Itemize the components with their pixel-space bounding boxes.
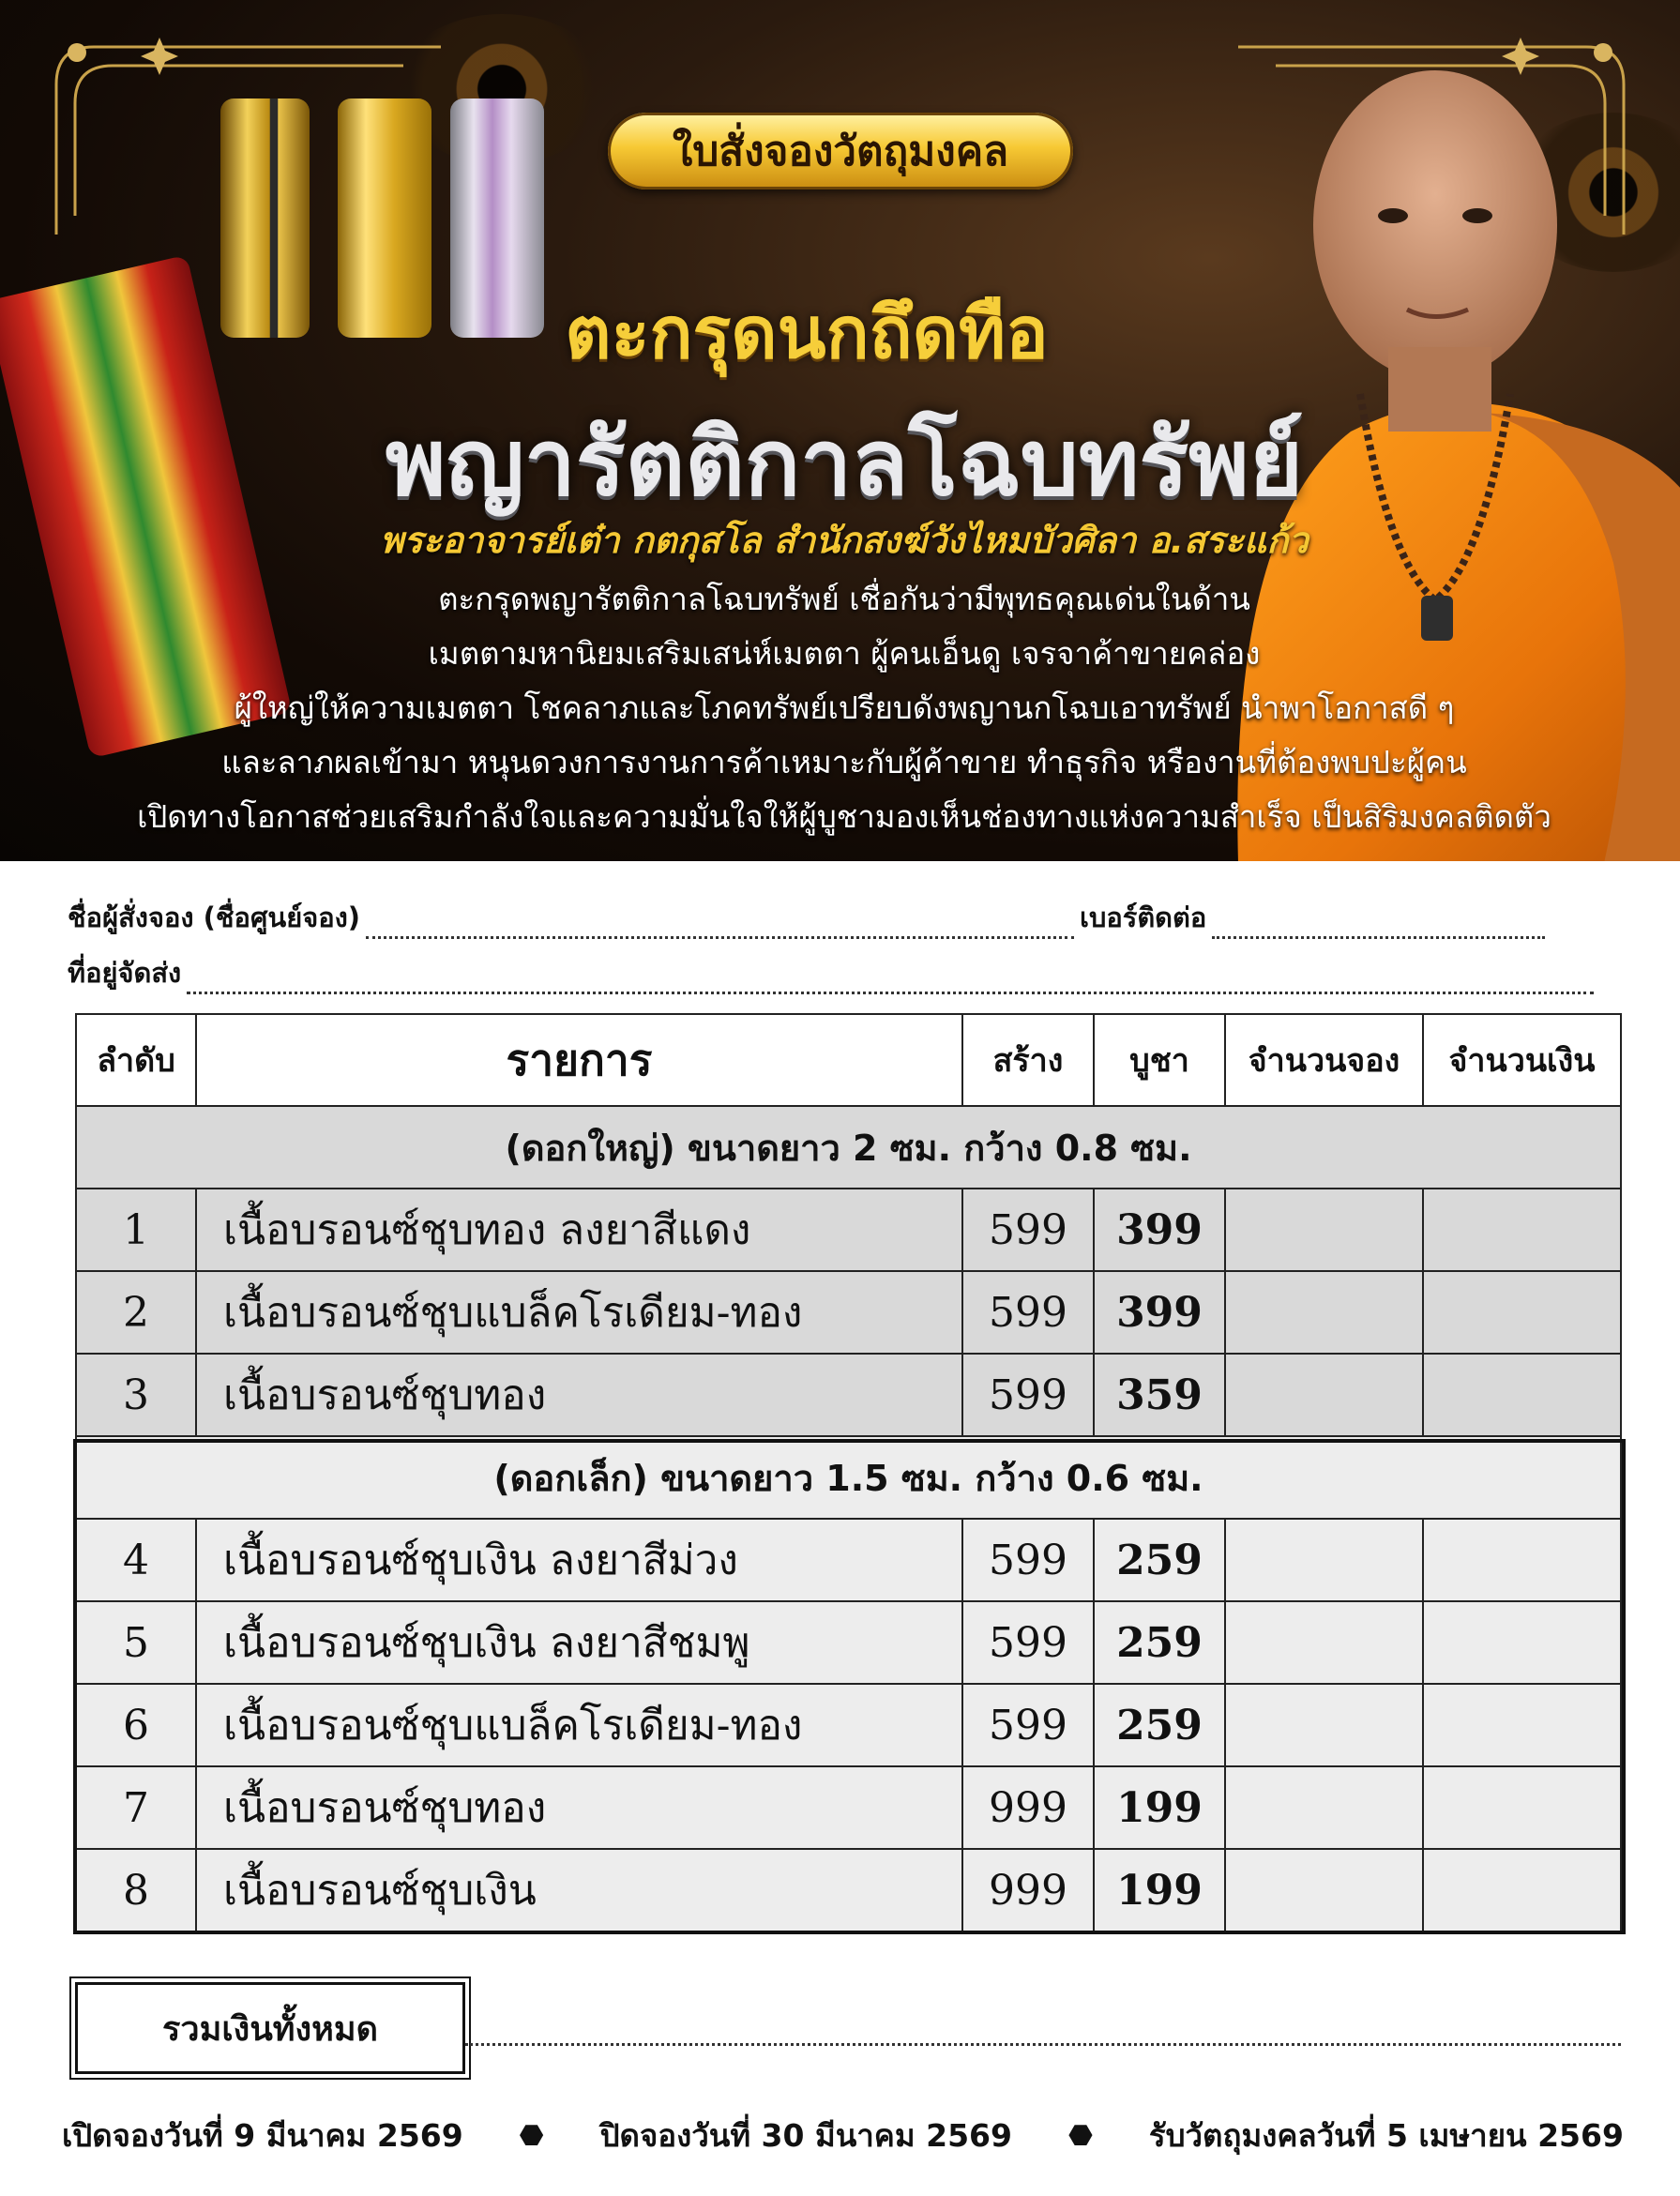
row-price: 399 [1094,1271,1225,1354]
row-no: 4 [76,1519,196,1601]
orderer-name-field[interactable] [366,914,1074,939]
row-item: เนื้อบรอนซ์ชุบแบล็คโรเดียม-ทอง [196,1271,962,1354]
row-item: เนื้อบรอนซ์ชุบแบล็คโรเดียม-ทอง [196,1684,962,1766]
table-row [76,1766,1621,1849]
row-price: 399 [1094,1189,1225,1271]
header-price: บูชา [1094,1014,1225,1106]
row-price: 359 [1094,1354,1225,1436]
orderer-label: ชื่อผู้สั่งจอง (ชื่อศูนย์จอง) [68,901,361,933]
description-line: ผู้ใหญ่ให้ความเมตตา โชคลาภและโภคทรัพย์เปรียบดังพญานกโฉบเอาทรัพย์ นำพาโอกาสดี ๆ [234,689,1455,726]
footer-dates [62,2111,1624,2160]
address-row [68,951,1599,994]
row-make: 599 [962,1684,1094,1766]
row-item: เนื้อบรอนซ์ชุบทอง ลงยาสีแดง [196,1189,962,1271]
table-row [76,1849,1621,1931]
row-qty-cell[interactable] [1225,1684,1423,1766]
row-price: 199 [1094,1849,1225,1931]
description-line: เมตตามหานิยมเสริมเสน่ห์เมตตา ผู้คนเอ็นดู เจรจาค้าขายคล่อง [428,635,1261,672]
row-qty-cell[interactable] [1225,1189,1423,1271]
row-qty-cell[interactable] [1225,1271,1423,1354]
row-amount-cell[interactable] [1423,1519,1621,1601]
row-item: เนื้อบรอนซ์ชุบทอง [196,1354,962,1436]
amulet-black-gold [220,98,310,338]
table-row [76,1189,1621,1271]
row-amount-cell[interactable] [1423,1849,1621,1931]
row-make: 999 [962,1849,1094,1931]
row-amount-cell[interactable] [1423,1189,1621,1271]
section-title-large: (ดอกใหญ่) ขนาดยาว 2 ซม. กว้าง 0.8 ซม. [76,1106,1621,1189]
close-date: ปิดจองวันที่ 30 มีนาคม 2569 [599,2117,1012,2154]
table-row [76,1684,1621,1766]
table-row [76,1271,1621,1354]
row-make: 599 [962,1271,1094,1354]
monk-subtitle: พระอาจารย์เต๋า กตกุสโล สำนักสงฆ์วังไหมบัวศิลา อ.สระแก้ว [380,520,1309,561]
amulet-gold [338,98,431,338]
total-amount-field[interactable] [465,2043,1621,2046]
total-label-box: รวมเงินทั้งหมด [75,1982,465,2074]
header-no: ลำดับ [76,1014,196,1106]
section-title-small: (ดอกเล็ก) ขนาดยาว 1.5 ซม. กว้าง 0.6 ซม. [76,1436,1621,1519]
phone-label: เบอร์ติดต่อ [1080,901,1207,933]
row-no: 7 [76,1766,196,1849]
row-no: 8 [76,1849,196,1931]
row-qty-cell[interactable] [1225,1354,1423,1436]
row-make: 599 [962,1354,1094,1436]
orderer-row [68,896,1551,939]
row-qty-cell[interactable] [1225,1601,1423,1684]
bullet-icon: ⬣ [519,2119,544,2152]
row-make: 999 [962,1766,1094,1849]
row-make: 599 [962,1601,1094,1684]
row-item: เนื้อบรอนซ์ชุบเงิน ลงยาสีชมพู [196,1601,962,1684]
header-banner [0,0,1680,861]
row-no: 1 [76,1189,196,1271]
header-item: รายการ [196,1014,962,1106]
row-item: เนื้อบรอนซ์ชุบเงิน ลงยาสีม่วง [196,1519,962,1601]
bullet-icon: ⬣ [1067,2119,1094,2152]
row-amount-cell[interactable] [1423,1766,1621,1849]
title-line-2: พญารัตติกาลโฉบทรัพย์ [385,409,1304,517]
row-make: 599 [962,1189,1094,1271]
row-no: 6 [76,1684,196,1766]
row-no: 3 [76,1354,196,1436]
description-line: เปิดทางโอกาสช่วยเสริมกำลังใจและความมั่นใจให้ผู้บูชามองเห็นช่องทางแห่งความสำเร็จ เป็นสิริมงคลติดตัว [137,798,1551,835]
row-amount-cell[interactable] [1423,1354,1621,1436]
description-line: และลาภผลเข้ามา หนุนดวงการงานการค้าเหมาะกับผู้ค้าขาย ทำธุรกิจ หรืองานที่ต้องพบปะผู้คน [221,744,1467,780]
order-form-label: ใบสั่งจองวัตถุมงคล [608,113,1073,189]
table-row [76,1354,1621,1436]
row-amount-cell[interactable] [1423,1684,1621,1766]
row-item: เนื้อบรอนซ์ชุบเงิน [196,1849,962,1931]
row-price: 199 [1094,1766,1225,1849]
table-row [76,1601,1621,1684]
row-item: เนื้อบรอนซ์ชุบทอง [196,1766,962,1849]
order-table [75,1013,1622,1932]
row-amount-cell[interactable] [1423,1271,1621,1354]
row-qty-cell[interactable] [1225,1766,1423,1849]
row-qty-cell[interactable] [1225,1519,1423,1601]
description [56,572,1632,844]
row-price: 259 [1094,1684,1225,1766]
header-qty: จำนวนจอง [1225,1014,1423,1106]
receive-date: รับวัตถุมงคลวันที่ 5 เมษายน 2569 [1148,2117,1624,2154]
row-price: 259 [1094,1519,1225,1601]
address-field[interactable] [187,969,1594,994]
row-amount-cell[interactable] [1423,1601,1621,1684]
row-no: 2 [76,1271,196,1354]
row-make: 599 [962,1519,1094,1601]
open-date: เปิดจองวันที่ 9 มีนาคม 2569 [62,2117,463,2154]
row-price: 259 [1094,1601,1225,1684]
address-label: ที่อยู่จัดส่ง [68,957,182,989]
row-no: 5 [76,1601,196,1684]
description-line: ตะกรุดพญารัตติกาลโฉบทรัพย์ เชื่อกันว่ามีพุทธคุณเด่นในด้าน [438,581,1250,617]
title-line-1: ตะกรุดนกถึดทือ [565,291,1049,374]
row-qty-cell[interactable] [1225,1849,1423,1931]
phone-field[interactable] [1212,914,1545,939]
table-row [76,1519,1621,1601]
header-amount: จำนวนเงิน [1423,1014,1621,1106]
header-make: สร้าง [962,1014,1094,1106]
